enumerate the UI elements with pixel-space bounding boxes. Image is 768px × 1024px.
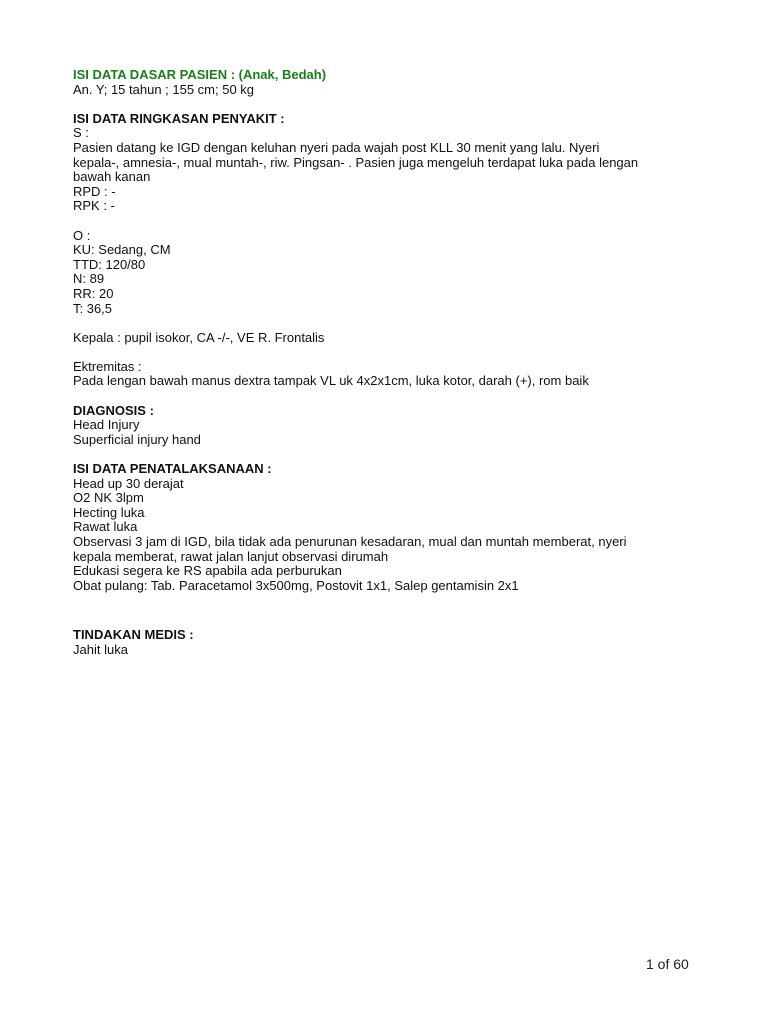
management-item: Observasi 3 jam di IGD, bila tidak ada penurunan kesadaran, mual dan muntah memberat, nyeri — [73, 534, 627, 549]
vital-sign: KU: Sedang, CM — [73, 242, 171, 258]
medical-action-item: Jahit luka — [73, 641, 128, 657]
patient-info: An. Y; 15 tahun ; 155 cm; 50 kg — [73, 81, 255, 97]
subjective-line: kepala-, amnesia-, mual muntah-, riw. Pingsan- . Pasien juga mengeluh terdapat luka pada lengan — [73, 154, 639, 170]
vital-sign: T: 36,5 — [73, 300, 113, 316]
management-item: Head up 30 derajat — [73, 475, 184, 491]
extremity-exam-text: Pada lengan bawah manus dextra tampak VL uk 4x2x1cm, luka kotor, darah (+), rom baik — [73, 373, 589, 389]
management-item: kepala memberat, rawat jalan lanjut observasi dirumah — [73, 548, 389, 564]
rpd-text: RPD : - — [73, 183, 116, 199]
page-indicator: 1 of 60 — [646, 956, 689, 972]
head-exam-text: Kepala : pupil isokor, CA -/-, VE R. Frontalis — [73, 329, 325, 345]
subjective-line: Pasien datang ke IGD dengan keluhan nyeri pada wajah post KLL 30 menit yang lalu. Nyeri — [73, 139, 600, 155]
diagnosis-item: Head Injury — [73, 417, 140, 433]
management-item: Hecting luka — [73, 504, 145, 520]
management-item: O2 NK 3lpm — [73, 490, 144, 506]
diagnosis-item: Superficial injury hand — [73, 431, 201, 447]
management-item: Rawat luka — [73, 519, 138, 535]
patient-data-heading: ISI DATA DASAR PASIEN : (Anak, Bedah) — [73, 67, 327, 82]
subjective-line: bawah kanan — [73, 169, 151, 185]
management-heading: ISI DATA PENATALAKSANAAN : — [73, 461, 272, 477]
vital-sign: N: 89 — [73, 271, 105, 287]
objective-label: O : — [73, 227, 91, 243]
management-item: Obat pulang: Tab. Paracetamol 3x500mg, Postovit 1x1, Salep gentamisin 2x1 — [73, 577, 519, 593]
extremity-label: Ektremitas : — [73, 358, 142, 374]
management-item: Edukasi segera ke RS apabila ada perburukan — [73, 563, 342, 579]
vital-sign: RR: 20 — [73, 285, 114, 301]
medical-action-heading: TINDAKAN MEDIS : — [73, 626, 194, 642]
vital-sign: TTD: 120/80 — [73, 256, 146, 272]
summary-heading: ISI DATA RINGKASAN PENYAKIT : — [73, 110, 285, 126]
rpk-text: RPK : - — [73, 198, 115, 214]
document-content — [73, 68, 713, 657]
diagnosis-heading: DIAGNOSIS : — [73, 402, 154, 418]
subjective-label: S : — [73, 125, 89, 141]
